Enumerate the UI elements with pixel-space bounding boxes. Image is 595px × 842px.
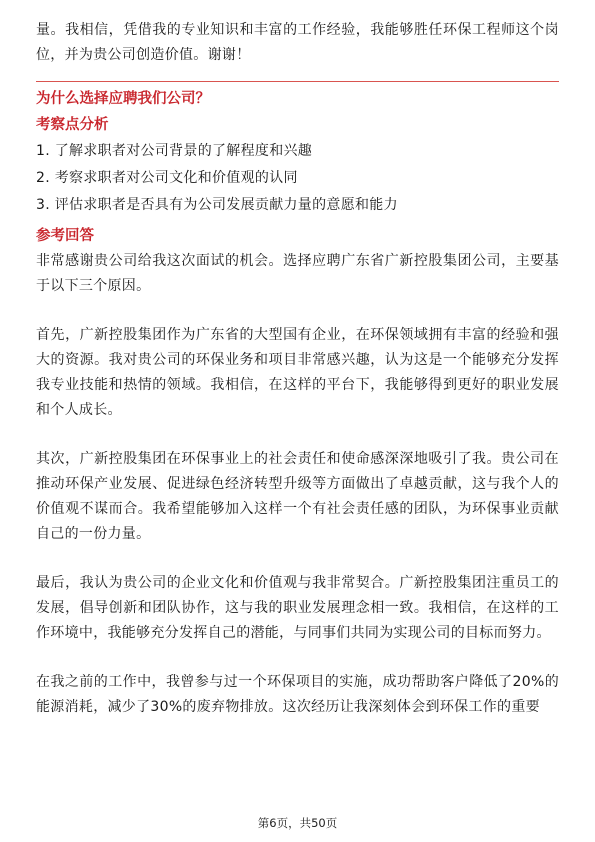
section-divider: [36, 81, 559, 82]
question-heading: 为什么选择应聘我们公司？: [36, 91, 210, 107]
paragraph-gap: [36, 646, 559, 670]
list-item: 1. 了解求职者对公司背景的了解程度和兴趣: [36, 143, 313, 159]
paragraph-gap: [36, 299, 559, 323]
paragraph-gap: [36, 423, 559, 447]
answer-title: 参考回答: [36, 228, 94, 244]
page-content: [36, 18, 559, 720]
analysis-list: [36, 138, 559, 219]
answer-paragraph: 非常感谢贵公司给我这次面试的机会。选择应聘广东省广新控股集团公司，主要基于以下三个原因。: [36, 253, 559, 294]
page-number-footer: 第6页，共50页: [257, 816, 338, 830]
list-item: 3. 评估求职者是否具有为公司发展贡献力量的意愿和能力: [36, 197, 398, 213]
answer-paragraph: 其次，广新控股集团在环保事业上的社会责任和使命感深深地吸引了我。贵公司在推动环保产业发展、促进绿色经济转型升级等方面做出了卓越贡献，这与我个人的价值观不谋而合。我希望能够加入这样一个有社会责任感的团队，为环保事业贡献自己的一份力量。: [36, 451, 559, 542]
list-item: 2. 考察求职者对公司文化和价值观的认同: [36, 170, 298, 186]
analysis-title: 考察点分析: [36, 117, 109, 133]
answer-paragraph: 最后，我认为贵公司的企业文化和价值观与我非常契合。广新控股集团注重员工的发展，倡导创新和团队协作，这与我的职业发展理念相一致。我相信，在这样的工作环境中，我能够充分发挥自己的潜能，与同事们共同为实现公司的目标而努力。: [36, 575, 559, 641]
paragraph-gap: [36, 547, 559, 571]
answer-paragraph: 首先，广新控股集团作为广东省的大型国有企业，在环保领域拥有丰富的经验和强大的资源。我对贵公司的环保业务和项目非常感兴趣，认为这是一个能够充分发挥我专业技能和热情的领域。我相信，在这样的平台下，我能够得到更好的职业发展和个人成长。: [36, 327, 559, 418]
answer-paragraph: 在我之前的工作中，我曾参与过一个环保项目的实施，成功帮助客户降低了20%的能源消耗，减少了30%的废弃物排放。这次经历让我深刻体会到环保工作的重要: [36, 674, 559, 715]
intro-paragraph: 量。我相信，凭借我的专业知识和丰富的工作经验，我能够胜任环保工程师这个岗位，并为贵公司创造价值。谢谢！: [36, 22, 559, 63]
answer-body: [36, 249, 559, 720]
